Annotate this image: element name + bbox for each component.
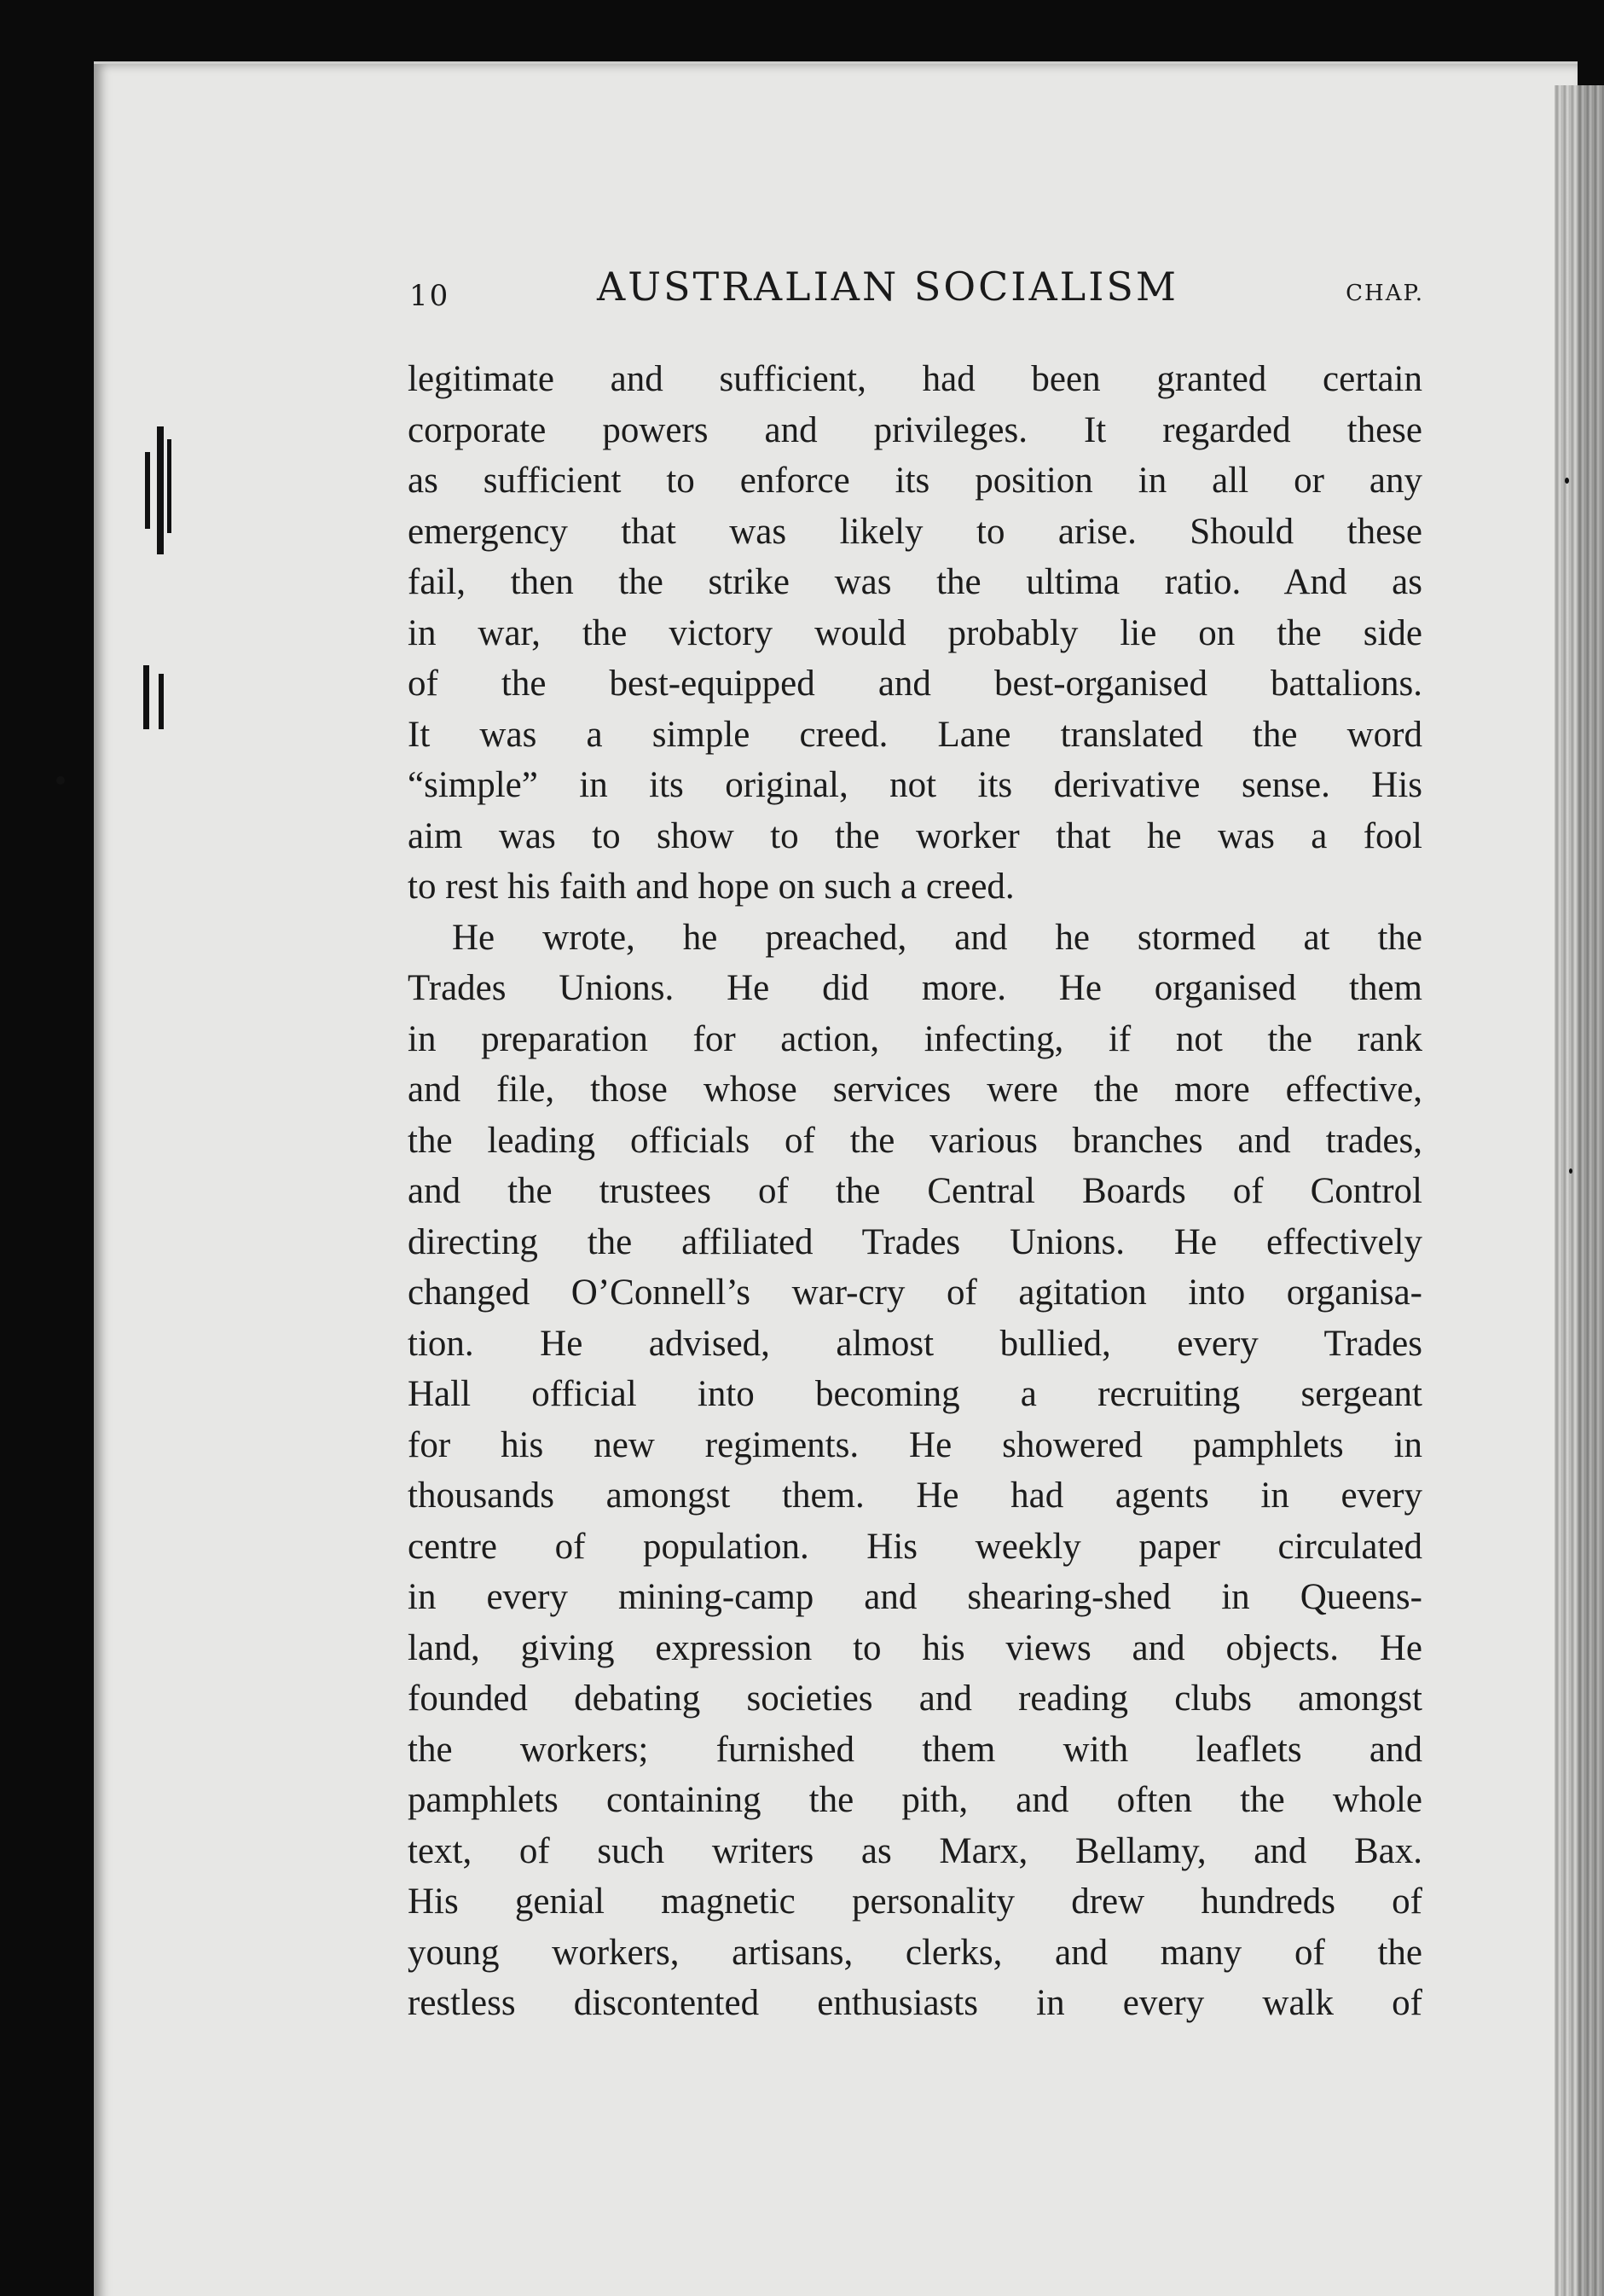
text-line: and the trustees of the Central Boards of Control xyxy=(408,1171,1422,1211)
body-text xyxy=(408,354,1422,2029)
text-line: corporate powers and privileges. It regarded these xyxy=(408,409,1422,450)
text-line: directing the affiliated Trades Unions. He effectively xyxy=(408,1221,1422,1262)
text-line: as sufficient to enforce its position in all or any xyxy=(408,461,1422,501)
speck xyxy=(56,776,65,785)
text-line: the workers; furnished them with leaflets and xyxy=(408,1729,1422,1770)
text-line: “simple” in its original, not its derivative sense. His xyxy=(408,765,1422,805)
text-line: in preparation for action, infecting, if not the rank xyxy=(408,1018,1422,1059)
text-line: for his new regiments. He showered pamphlets in xyxy=(408,1424,1422,1465)
text-line: of the best-equipped and best-organised battalions. xyxy=(408,664,1422,704)
text-line: young workers, artisans, clerks, and many of the xyxy=(408,1932,1422,1973)
page-number: 10 xyxy=(409,279,450,313)
text-line: the leading officials of the various branches and trades, xyxy=(408,1120,1422,1161)
text-line: tion. He advised, almost bullied, every Trades xyxy=(408,1323,1422,1364)
text-line: fail, then the strike was the ultima ratio. And as xyxy=(408,562,1422,602)
text-line: Hall official into becoming a recruiting sergeant xyxy=(408,1374,1422,1414)
text-line: He wrote, he preached, and he stormed at the xyxy=(452,917,1422,958)
text-line: thousands amongst them. He had agents in every xyxy=(408,1476,1422,1516)
text-line: aim was to show to the worker that he was a fool xyxy=(408,815,1422,856)
speck xyxy=(1565,478,1569,484)
text-line: His genial magnetic personality drew hundreds of xyxy=(408,1881,1422,1922)
text-line: text, of such writers as Marx, Bellamy, and Bax. xyxy=(408,1830,1422,1871)
text-line: in every mining-camp and shearing-shed in Queens- xyxy=(408,1577,1422,1617)
text-line: emergency that was likely to arise. Should these xyxy=(408,511,1422,552)
page-edge xyxy=(1555,85,1604,2296)
text-line: in war, the victory would probably lie on the side xyxy=(408,612,1422,653)
text-line: land, giving expression to his views and objects. He xyxy=(408,1627,1422,1668)
text-line: founded debating societies and reading clubs amongst xyxy=(408,1679,1422,1719)
text-line: Trades Unions. He did more. He organised them xyxy=(408,968,1422,1008)
text-line: It was a simple creed. Lane translated the word xyxy=(408,714,1422,755)
text-line: legitimate and sufficient, had been granted certain xyxy=(408,359,1422,399)
chapter-label: CHAP. xyxy=(1346,281,1424,306)
running-title: AUSTRALIAN SOCIALISM xyxy=(597,264,1178,310)
text-line: restless discontented enthusiasts in every walk of xyxy=(408,1983,1422,2023)
text-line: pamphlets containing the pith, and often the whole xyxy=(408,1780,1422,1820)
text-line: centre of population. His weekly paper circulated xyxy=(408,1526,1422,1567)
text-line: to rest his faith and hope on such a creed. xyxy=(408,867,1015,907)
text-line: and file, those whose services were the more effective, xyxy=(408,1070,1422,1110)
text-line: changed O’Connell’s war-cry of agitation into organisa- xyxy=(408,1273,1422,1313)
speck xyxy=(1569,1168,1572,1174)
running-header xyxy=(409,260,1424,320)
